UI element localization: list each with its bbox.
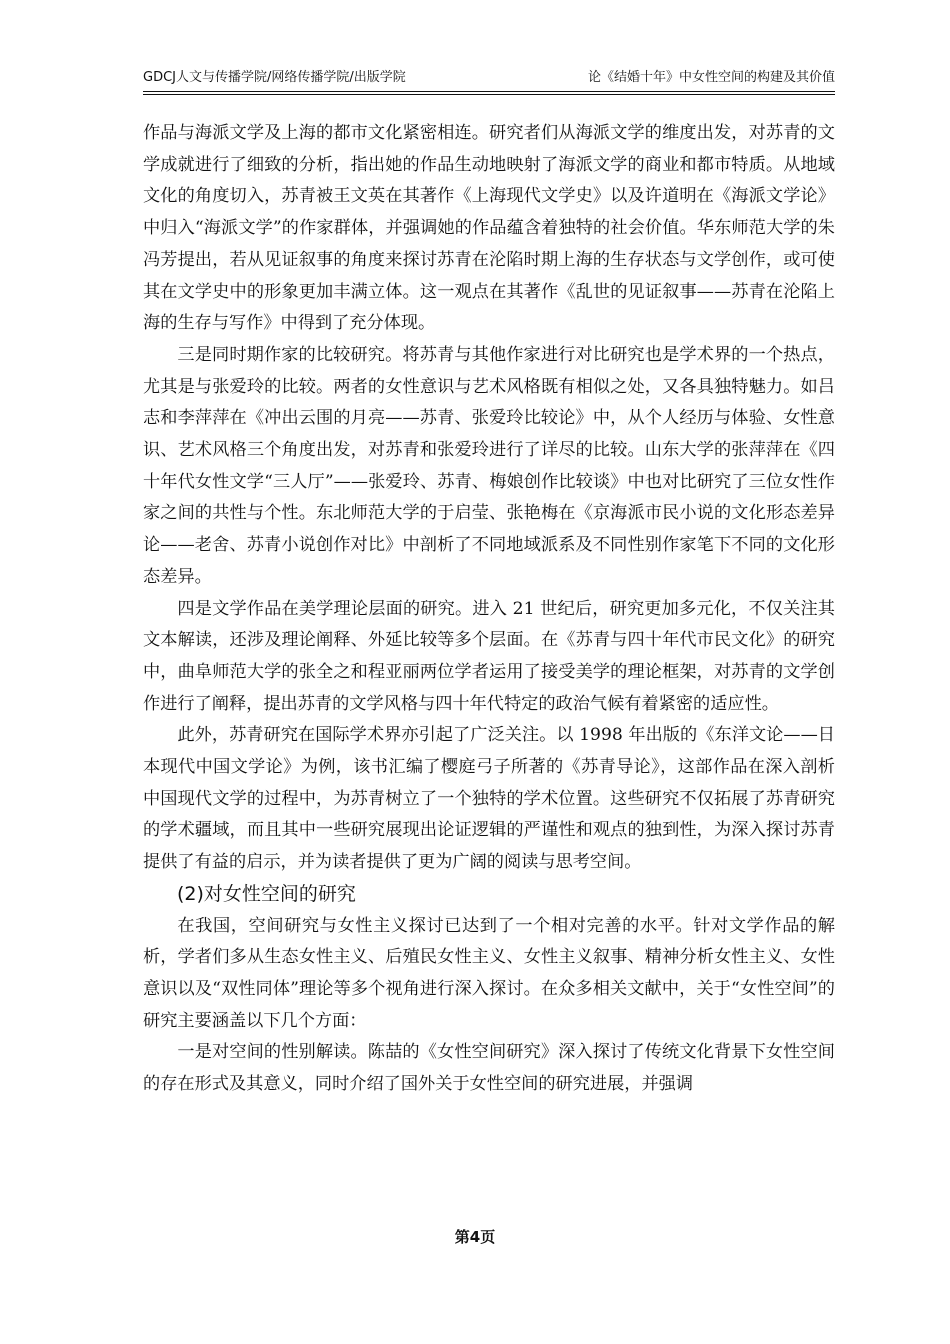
header-rule: [143, 91, 835, 92]
paragraph-international-study: 此外，苏青研究在国际学术界亦引起了广泛关注。以 1998 年出版的《东洋文论——日本现代中国文学论》为例，该书汇编了樱庭弓子所著的《苏青导论》，这部作品在深入剖析中国现代文学的过程中，为苏青树立了一个独特的学术位置。这些研究不仅拓展了苏青研究的学术疆域，而且其中一些研究展现出论证逻辑的严谨性和观点的独到性，为深入探讨苏青提供了有益的启示，并为读者提供了更为广阔的阅读与思考空间。: [143, 725, 835, 873]
running-header: [143, 66, 835, 89]
paragraph-aesthetic-study: 四是文学作品在美学理论层面的研究。进入 21 世纪后，研究更加多元化，不仅关注其文本解读，还涉及理论阐释、外延比较等多个层面。在《苏青与四十年代市民文化》的研究中，曲阜师范大学的张全之和程亚丽两位学者运用了接受美学的理论框架，对苏青的文学创作进行了阐释，提出苏青的文学风格与四十年代特定的政治气候有着紧密的适应性。: [143, 598, 835, 714]
section-heading: (2)对女性空间的研究: [177, 882, 356, 905]
header-paper-title: 论《结婚十年》中女性空间的构建及其价值: [587, 70, 835, 85]
paragraph-female-space-overview: 在我国，空间研究与女性主义探讨已达到了一个相对完善的水平。针对文学作品的解析，学者们多从生态女性主义、后殖民女性主义、女性主义叙事、精神分析女性主义、女性意识以及“双性同体”理论等多个视角进行深入探讨。在众多相关文献中，关于“女性空间”的研究主要涵盖以下几个方面：: [143, 915, 835, 1031]
body-text: [143, 118, 835, 1101]
page-number: 第4页: [454, 1228, 496, 1246]
paragraph-comparative-study: 三是同时期作家的比较研究。将苏青与其他作家进行对比研究也是学术界的一个热点，尤其是与张爱玲的比较。两者的女性意识与艺术风格既有相似之处，又各具独特魅力。如吕志和李萍萍在《冲出云围的月亮——苏青、张爱玲比较论》中，从个人经历与体验、女性意识、艺术风格三个角度出发，对苏青和张爱玲进行了详尽的比较。山东大学的张萍萍在《四十年代女性文学“三人厅”——张爱玲、苏青、梅娘创作比较谈》中也对比研究了三位女性作家之间的共性与个性。东北师范大学的于启莹、张艳梅在《京海派市民小说的文化形态差异论——老舍、苏青小说创作对比》中剖析了不同地域派系及不同性别作家笔下不同的文化形态差异。: [143, 344, 835, 587]
header-rule-thin: [143, 94, 835, 95]
paragraph-gender-reading: 一是对空间的性别解读。陈喆的《女性空间研究》深入探讨了传统文化背景下女性空间的存在形式及其意义，同时介绍了国外关于女性空间的研究进展，并强调: [143, 1042, 835, 1095]
header-institution: GDCJ人文与传播学院/网络传播学院/出版学院: [143, 70, 406, 85]
paragraph-continued: 作品与海派文学及上海的都市文化紧密相连。研究者们从海派文学的维度出发，对苏青的文学成就进行了细致的分析，指出她的作品生动地映射了海派文学的商业和都市特质。从地域文化的角度切入，苏青被王文英在其著作《上海现代文学史》以及许道明在《海派文学论》中归入“海派文学”的作家群体，并强调她的作品蕴含着独特的社会价值。华东师范大学的朱冯芳提出，若从见证叙事的角度来探讨苏青在沦陷时期上海的生存状态与文学创作，或可使其在文学史中的形象更加丰满立体。这一观点在其著作《乱世的见证叙事——苏青在沦陷上海的生存与写作》中得到了充分体现。: [143, 123, 835, 334]
